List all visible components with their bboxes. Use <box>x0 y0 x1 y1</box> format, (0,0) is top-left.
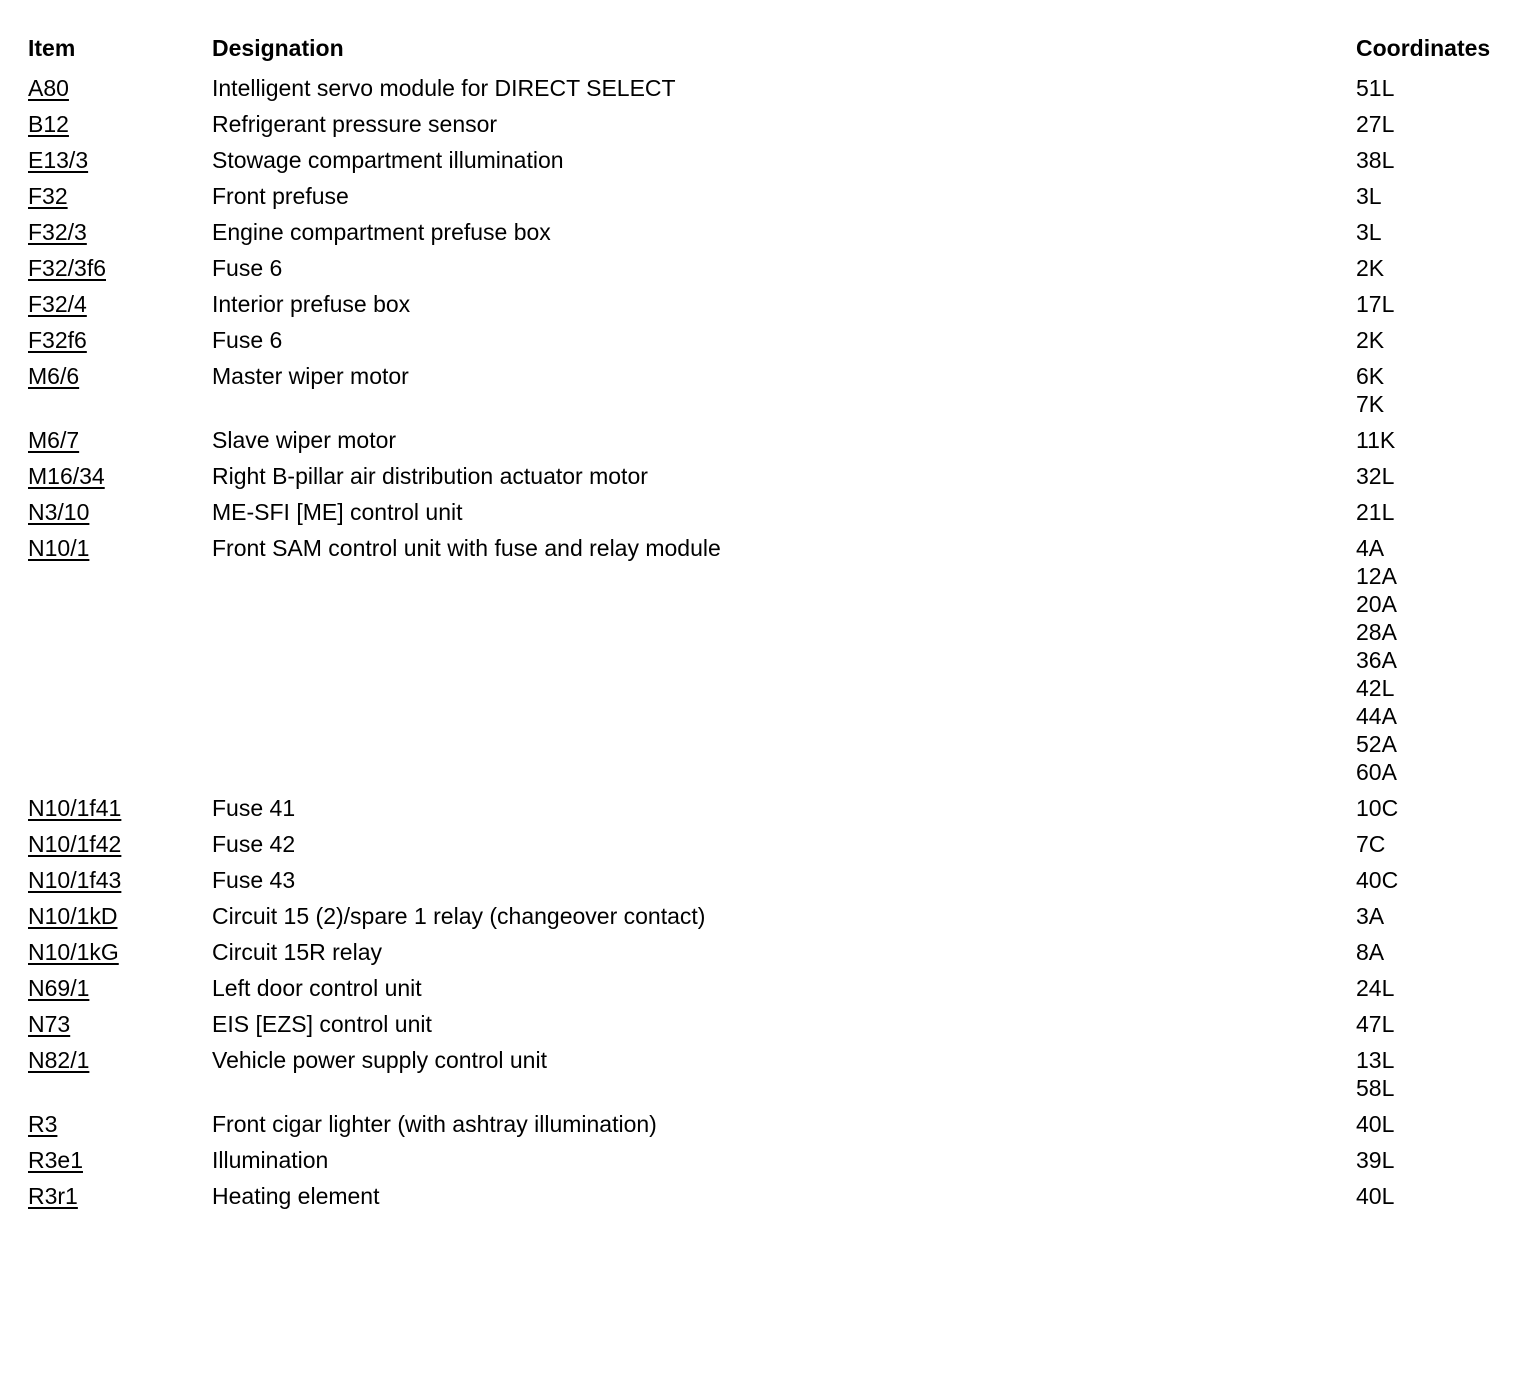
designation-cell: Front cigar lighter (with ashtray illumination) <box>212 1111 657 1137</box>
coordinates-cell <box>1356 182 1518 210</box>
designation-cell: Fuse 43 <box>212 867 296 893</box>
table-row <box>28 1046 1518 1102</box>
coordinates-cell <box>1356 902 1518 930</box>
item-cell <box>28 794 212 822</box>
item-link[interactable]: N10/1f41 <box>28 795 122 821</box>
designation-cell: ME-SFI [ME] control unit <box>212 499 463 525</box>
item-link[interactable]: N10/1kD <box>28 903 118 929</box>
item-cell <box>28 938 212 966</box>
table-row <box>28 902 1518 930</box>
designation-cell: Master wiper motor <box>212 363 409 389</box>
table-row <box>28 182 1518 210</box>
item-link[interactable]: N3/10 <box>28 499 90 525</box>
item-cell <box>28 1146 212 1174</box>
table-body <box>28 74 1518 1210</box>
coordinate-value: 44A <box>1356 703 1397 729</box>
table-row <box>28 794 1518 822</box>
item-cell <box>28 498 212 526</box>
item-cell <box>28 974 212 1002</box>
designation-cell: Front SAM control unit with fuse and relay module <box>212 535 721 561</box>
designation-cell: Circuit 15R relay <box>212 939 382 965</box>
coordinates-cell <box>1356 938 1518 966</box>
table-row <box>28 426 1518 454</box>
designation-cell: Front prefuse <box>212 183 349 209</box>
coordinates-cell <box>1356 74 1518 102</box>
coordinate-value: 8A <box>1356 939 1385 965</box>
designation-cell: Interior prefuse box <box>212 291 411 317</box>
coordinates-cell <box>1356 974 1518 1002</box>
coordinate-value: 42L <box>1356 675 1395 701</box>
table-row <box>28 866 1518 894</box>
coordinate-value: 24L <box>1356 975 1395 1001</box>
item-cell <box>28 462 212 490</box>
item-cell <box>28 110 212 138</box>
coordinates-cell <box>1356 254 1518 282</box>
coordinates-cell <box>1356 110 1518 138</box>
designation-cell: Vehicle power supply control unit <box>212 1047 547 1073</box>
coordinates-cell <box>1356 462 1518 490</box>
coordinate-value: 58L <box>1356 1075 1395 1101</box>
item-link[interactable]: A80 <box>28 75 69 101</box>
item-link[interactable]: R3e1 <box>28 1147 83 1173</box>
table-row <box>28 146 1518 174</box>
coordinate-value: 27L <box>1356 111 1395 137</box>
coordinates-cell <box>1356 534 1518 786</box>
coordinate-value: 7K <box>1356 391 1385 417</box>
coordinate-value: 17L <box>1356 291 1395 317</box>
item-link[interactable]: N10/1f42 <box>28 831 122 857</box>
item-link[interactable]: N69/1 <box>28 975 90 1001</box>
coordinates-cell <box>1356 426 1518 454</box>
coordinate-value: 11K <box>1356 427 1396 453</box>
item-cell <box>28 218 212 246</box>
coordinate-value: 40L <box>1356 1111 1395 1137</box>
coordinate-value: 36A <box>1356 647 1397 673</box>
designation-cell: EIS [EZS] control unit <box>212 1011 432 1037</box>
item-link[interactable]: E13/3 <box>28 147 89 173</box>
table-row <box>28 110 1518 138</box>
designation-cell: Left door control unit <box>212 975 422 1001</box>
item-cell <box>28 326 212 354</box>
table-row <box>28 974 1518 1002</box>
coordinates-cell <box>1356 1046 1518 1102</box>
item-cell <box>28 182 212 210</box>
item-link[interactable]: F32f6 <box>28 327 87 353</box>
coordinates-cell <box>1356 1182 1518 1210</box>
coordinate-value: 47L <box>1356 1011 1395 1037</box>
item-link[interactable]: F32/4 <box>28 291 87 317</box>
coordinate-value: 3L <box>1356 219 1382 245</box>
designation-cell: Stowage compartment illumination <box>212 147 564 173</box>
item-cell <box>28 1010 212 1038</box>
coordinate-value: 20A <box>1356 591 1397 617</box>
coordinates-cell <box>1356 146 1518 174</box>
designation-cell: Heating element <box>212 1183 380 1209</box>
item-link[interactable]: F32 <box>28 183 68 209</box>
coordinates-cell <box>1356 794 1518 822</box>
table-header <box>28 32 1518 66</box>
coordinate-value: 51L <box>1356 75 1395 101</box>
designation-cell: Illumination <box>212 1147 329 1173</box>
item-cell <box>28 362 212 418</box>
table-row <box>28 290 1518 318</box>
item-cell <box>28 146 212 174</box>
coordinates-cell <box>1356 1146 1518 1174</box>
item-cell <box>28 534 212 786</box>
coordinate-value: 52A <box>1356 731 1397 757</box>
coordinate-value: 39L <box>1356 1147 1395 1173</box>
designation-cell: Intelligent servo module for DIRECT SELECT <box>212 75 676 101</box>
coordinate-value: 10C <box>1356 795 1399 821</box>
item-cell <box>28 866 212 894</box>
item-link[interactable]: F32/3f6 <box>28 255 106 281</box>
coordinates-cell <box>1356 326 1518 354</box>
item-cell <box>28 830 212 858</box>
item-cell <box>28 290 212 318</box>
item-link[interactable]: R3 <box>28 1111 58 1137</box>
coordinates-cell <box>1356 498 1518 526</box>
coordinates-cell <box>1356 1110 1518 1138</box>
item-cell <box>28 1110 212 1138</box>
item-link[interactable]: F32/3 <box>28 219 87 245</box>
table-row <box>28 326 1518 354</box>
table-row <box>28 534 1518 786</box>
coordinate-value: 6K <box>1356 363 1385 389</box>
coordinate-value: 40L <box>1356 1183 1395 1209</box>
item-link[interactable]: B12 <box>28 111 69 137</box>
item-cell <box>28 426 212 454</box>
table-row <box>28 1110 1518 1138</box>
coordinates-cell <box>1356 830 1518 858</box>
designation-cell: Fuse 42 <box>212 831 296 857</box>
coordinates-cell <box>1356 866 1518 894</box>
table-row <box>28 938 1518 966</box>
designation-cell: Circuit 15 (2)/spare 1 relay (changeover contact) <box>212 903 706 929</box>
coordinate-value: 2K <box>1356 255 1385 281</box>
item-link[interactable]: N82/1 <box>28 1047 90 1073</box>
item-cell <box>28 902 212 930</box>
table-row <box>28 462 1518 490</box>
item-link[interactable]: M6/7 <box>28 427 80 453</box>
coordinate-value: 21L <box>1356 499 1395 525</box>
designation-cell: Engine compartment prefuse box <box>212 219 551 245</box>
coordinates-cell <box>1356 362 1518 418</box>
coordinates-cell <box>1356 290 1518 318</box>
item-cell <box>28 74 212 102</box>
coordinate-value: 40C <box>1356 867 1399 893</box>
coordinate-value: 60A <box>1356 759 1397 785</box>
coordinate-value: 38L <box>1356 147 1395 173</box>
header-designation: Designation <box>212 35 344 61</box>
table-row <box>28 1146 1518 1174</box>
table-row <box>28 830 1518 858</box>
table-row <box>28 74 1518 102</box>
table-row <box>28 362 1518 418</box>
item-link[interactable]: N10/1f43 <box>28 867 122 893</box>
table-row <box>28 498 1518 526</box>
component-legend-table <box>28 32 1518 1210</box>
coordinate-value: 32L <box>1356 463 1395 489</box>
designation-cell: Fuse 6 <box>212 327 283 353</box>
coordinate-value: 12A <box>1356 563 1397 589</box>
item-cell <box>28 1046 212 1102</box>
item-link[interactable]: N10/1 <box>28 535 90 561</box>
coordinate-value: 4A <box>1356 535 1385 561</box>
item-link[interactable]: R3r1 <box>28 1183 78 1209</box>
item-link[interactable]: N73 <box>28 1011 71 1037</box>
item-link[interactable]: N10/1kG <box>28 939 119 965</box>
table-row <box>28 1010 1518 1038</box>
coordinates-cell <box>1356 1010 1518 1038</box>
coordinate-value: 3L <box>1356 183 1382 209</box>
designation-cell: Right B-pillar air distribution actuator motor <box>212 463 648 489</box>
item-link[interactable]: M6/6 <box>28 363 80 389</box>
table-row <box>28 1182 1518 1210</box>
table-row <box>28 218 1518 246</box>
coordinate-value: 2K <box>1356 327 1385 353</box>
header-item: Item <box>28 35 76 61</box>
coordinate-value: 3A <box>1356 903 1385 929</box>
coordinate-value: 13L <box>1356 1047 1395 1073</box>
item-cell <box>28 1182 212 1210</box>
coordinates-cell <box>1356 218 1518 246</box>
header-coordinates: Coordinates <box>1356 35 1491 61</box>
item-link[interactable]: M16/34 <box>28 463 105 489</box>
designation-cell: Refrigerant pressure sensor <box>212 111 498 137</box>
coordinate-value: 28A <box>1356 619 1397 645</box>
designation-cell: Fuse 6 <box>212 255 283 281</box>
item-cell <box>28 254 212 282</box>
table-row <box>28 254 1518 282</box>
coordinate-value: 7C <box>1356 831 1386 857</box>
designation-cell: Fuse 41 <box>212 795 296 821</box>
designation-cell: Slave wiper motor <box>212 427 397 453</box>
